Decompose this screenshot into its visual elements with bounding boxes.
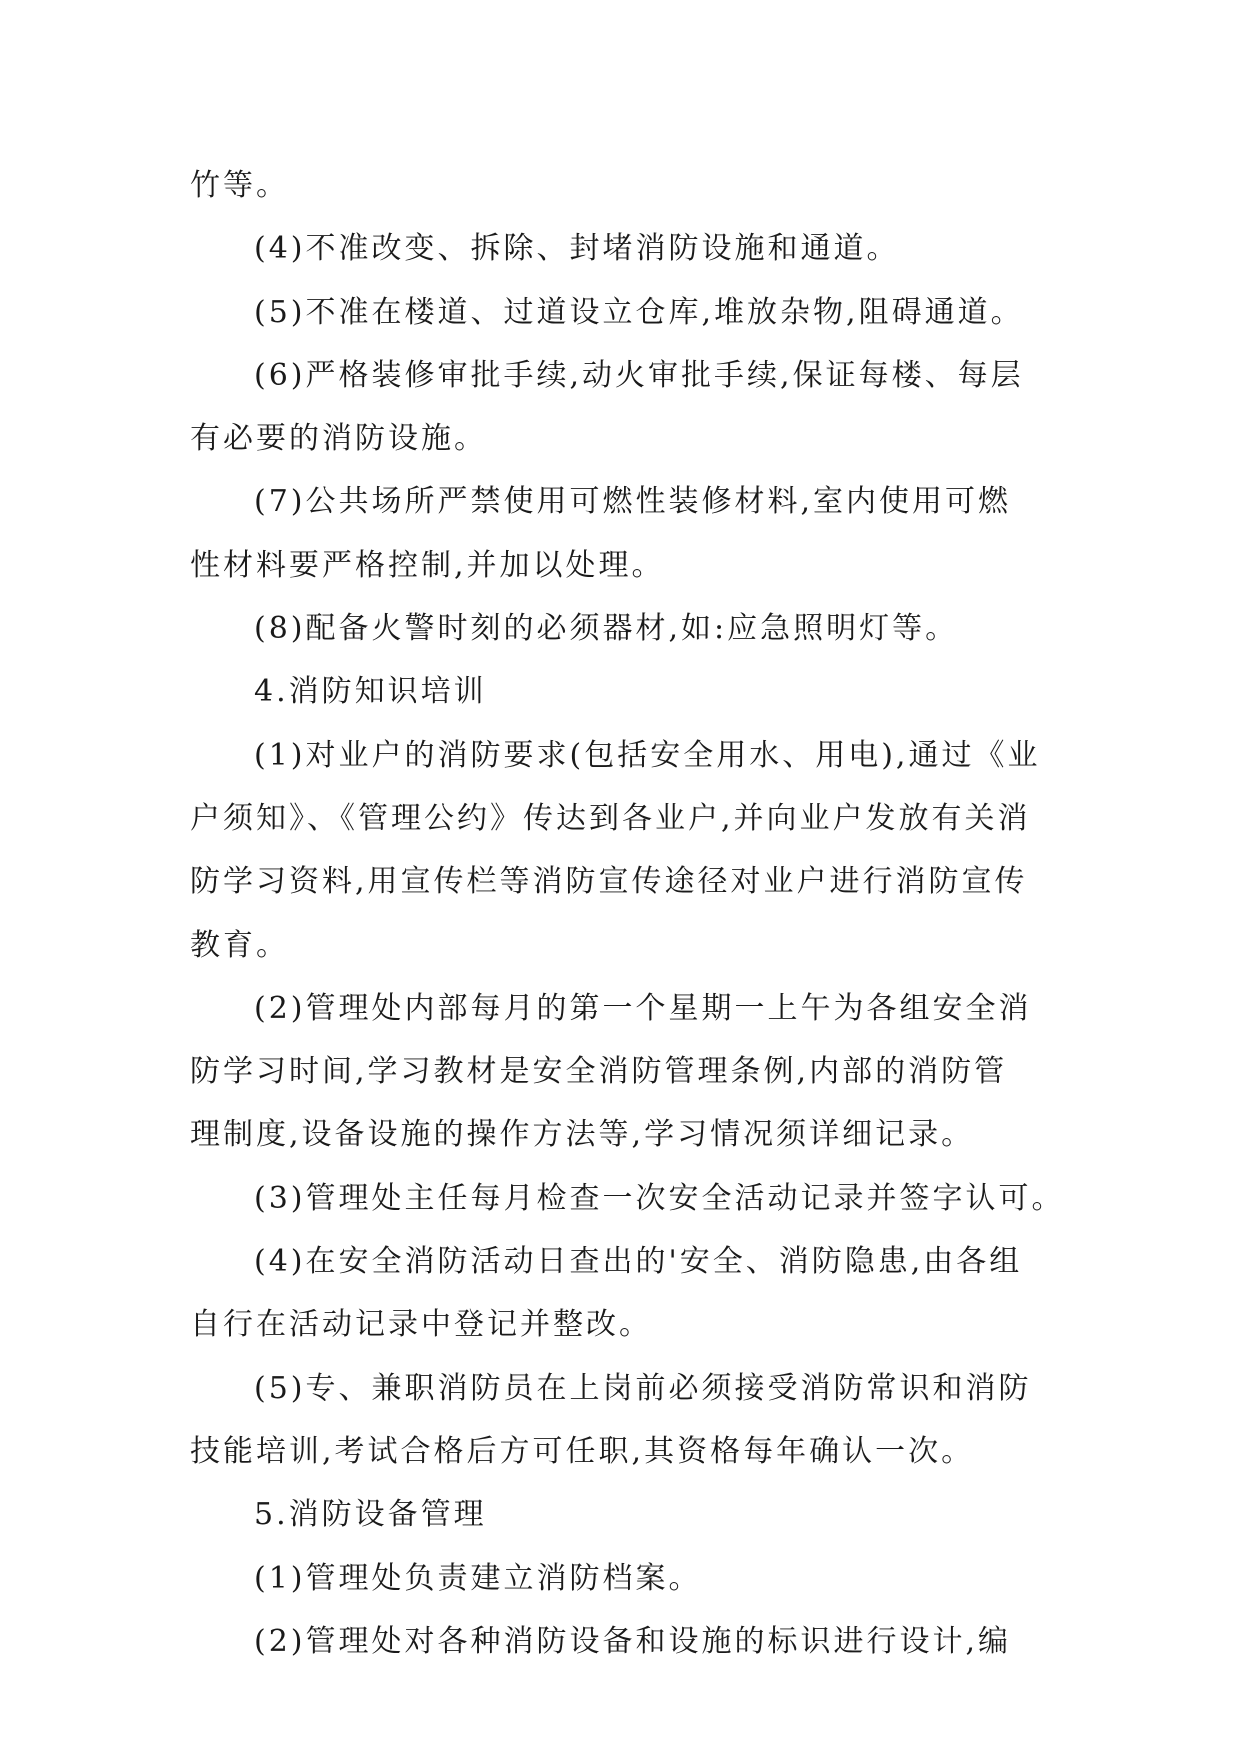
text-line: 4.消防知识培训 [254, 674, 487, 710]
text-line: 技能培训,考试合格后方可任职,其资格每年确认一次。 [190, 1433, 975, 1469]
text-line: (2)管理处对各种消防设备和设施的标识进行设计,编 [254, 1623, 1012, 1659]
text-line: (4)在安全消防活动日查出的'安全、消防隐患,由各组 [254, 1244, 1023, 1280]
text-line: 有必要的消防设施。 [190, 421, 487, 457]
text-line: 防学习资料,用宣传栏等消防宣传途径对业户进行消防宣传 [190, 864, 1028, 900]
text-line: (7)公共场所严禁使用可燃性装修材料,室内使用可燃 [254, 484, 1012, 520]
text-line: (1)对业户的消防要求(包括安全用水、用电),通过《业 [254, 737, 1041, 773]
text-line: 5.消防设备管理 [254, 1497, 487, 1533]
text-line: 自行在活动记录中登记并整改。 [190, 1307, 652, 1343]
text-line: (8)配备火警时刻的必须器材,如:应急照明灯等。 [254, 611, 959, 647]
text-line: (5)不准在楼道、过道设立仓库,堆放杂物,阻碍通道。 [254, 294, 1024, 330]
text-line: (1)管理处负责建立消防档案。 [254, 1560, 702, 1596]
text-line: 理制度,设备设施的操作方法等,学习情况须详细记录。 [190, 1117, 975, 1153]
text-line: (4)不准改变、拆除、封堵消防设施和通道。 [254, 231, 900, 267]
text-line: 户须知》、《管理公约》传达到各业户,并向业户发放有关消 [190, 800, 1031, 836]
text-line: 性材料要严格控制,并加以处理。 [190, 547, 665, 583]
text-line: (6)严格装修审批手续,动火审批手续,保证每楼、每层 [254, 357, 1024, 393]
text-line: 教育。 [190, 927, 289, 963]
text-line: (2)管理处内部每月的第一个星期一上午为各组安全消 [254, 990, 1032, 1026]
text-line: (5)专、兼职消防员在上岗前必须接受消防常识和消防 [254, 1370, 1032, 1406]
text-line: 竹等。 [190, 168, 289, 203]
document-body [190, 154, 1065, 1673]
text-line: (3)管理处主任每月检查一次安全活动记录并签字认可。 [254, 1180, 1065, 1216]
text-line: 防学习时间,学习教材是安全消防管理条例,内部的消防管 [190, 1054, 1008, 1090]
